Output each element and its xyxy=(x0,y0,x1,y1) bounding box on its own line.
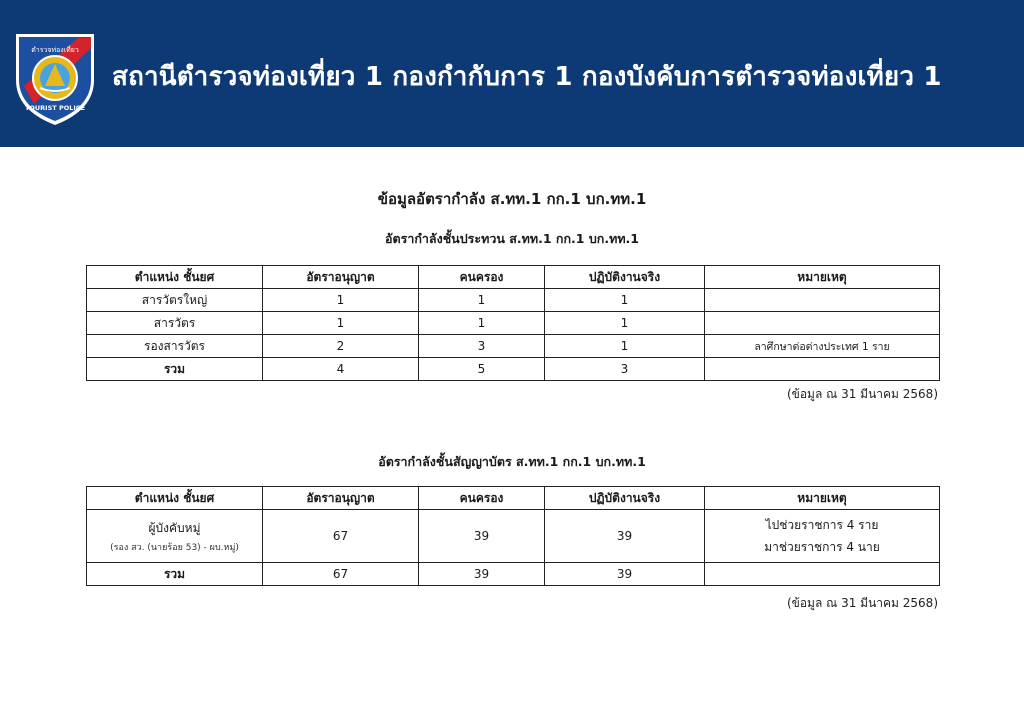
table-row xyxy=(87,510,940,563)
cell-position: รองสารวัตร xyxy=(87,335,263,358)
cell-total-allowed: 4 xyxy=(263,358,419,381)
remark-line-1: ไปช่วยราชการ 4 ราย xyxy=(765,518,879,532)
cell-total-remark xyxy=(705,563,940,586)
cell-remark: ลาศึกษาต่อต่างประเทศ 1 ราย xyxy=(705,335,940,358)
page-title: สถานีตำรวจท่องเที่ยว 1 กองกำกับการ 1 กองบังคับการตำรวจท่องเที่ยว 1 xyxy=(112,62,942,92)
cell-total-label: รวม xyxy=(87,563,263,586)
tourist-police-badge-icon xyxy=(8,24,102,128)
cell-total-held: 39 xyxy=(419,563,545,586)
cell-allowed: 67 xyxy=(263,510,419,563)
header-allowed: อัตราอนุญาต xyxy=(263,266,419,289)
header-held: คนครอง xyxy=(419,487,545,510)
header-remark: หมายเหตุ xyxy=(705,266,940,289)
table-row xyxy=(87,312,940,335)
table-2-title: อัตรากำลังชั้นสัญญาบัตร ส.ทท.1 กก.1 บก.ทท.1 xyxy=(378,454,646,469)
header-position: ตำแหน่ง ชั้นยศ xyxy=(87,266,263,289)
cell-remark xyxy=(705,510,940,563)
cell-total-actual: 3 xyxy=(545,358,705,381)
cell-total-allowed: 67 xyxy=(263,563,419,586)
cell-actual: 39 xyxy=(545,510,705,563)
position-label: ผู้บังคับหมู่ xyxy=(148,520,201,535)
remark-line-2: มาช่วยราชการ 4 นาย xyxy=(764,540,880,554)
cell-allowed: 2 xyxy=(263,335,419,358)
header-actual: ปฏิบัติงานจริง xyxy=(545,487,705,510)
cell-position: สารวัตร xyxy=(87,312,263,335)
table-1-title: อัตรากำลังชั้นประทวน ส.ทท.1 กก.1 บก.ทท.1 xyxy=(384,231,640,246)
table-total-row xyxy=(87,563,940,586)
cell-actual: 1 xyxy=(545,335,705,358)
table-total-row xyxy=(87,358,940,381)
cell-actual: 1 xyxy=(545,312,705,335)
cell-held: 3 xyxy=(419,335,545,358)
table-row xyxy=(87,289,940,312)
table-1-data-date: (ข้อมูล ณ 31 มีนาคม 2568) xyxy=(786,387,938,401)
page-header xyxy=(0,0,1024,147)
position-sublabel: (รอง สว. (นายร้อย 53) - ผบ.หมู่) xyxy=(110,542,239,553)
badge-bottom-text: TOURIST POLICE xyxy=(24,104,86,112)
header-remark: หมายเหตุ xyxy=(705,487,940,510)
table-row xyxy=(87,335,940,358)
table-2-data-date: (ข้อมูล ณ 31 มีนาคม 2568) xyxy=(786,596,938,610)
cell-allowed: 1 xyxy=(263,312,419,335)
table-header-row xyxy=(87,487,940,510)
header-position: ตำแหน่ง ชั้นยศ xyxy=(87,487,263,510)
cell-position: สารวัตรใหญ่ xyxy=(87,289,263,312)
header-actual: ปฏิบัติงานจริง xyxy=(545,266,705,289)
cell-held: 1 xyxy=(419,289,545,312)
cell-allowed: 1 xyxy=(263,289,419,312)
table-commissioned xyxy=(86,265,940,381)
cell-remark xyxy=(705,289,940,312)
cell-total-held: 5 xyxy=(419,358,545,381)
badge-top-text: ตำรวจท่องเที่ยว xyxy=(31,46,79,54)
cell-total-label: รวม xyxy=(87,358,263,381)
cell-held: 39 xyxy=(419,510,545,563)
table-noncommissioned xyxy=(86,486,940,586)
cell-total-actual: 39 xyxy=(545,563,705,586)
header-allowed: อัตราอนุญาต xyxy=(263,487,419,510)
cell-total-remark xyxy=(705,358,940,381)
table-header-row xyxy=(87,266,940,289)
cell-remark xyxy=(705,312,940,335)
main-title: ข้อมูลอัตรากำลัง ส.ทท.1 กก.1 บก.ทท.1 xyxy=(377,190,647,208)
cell-position xyxy=(87,510,263,563)
cell-actual: 1 xyxy=(545,289,705,312)
header-held: คนครอง xyxy=(419,266,545,289)
cell-held: 1 xyxy=(419,312,545,335)
